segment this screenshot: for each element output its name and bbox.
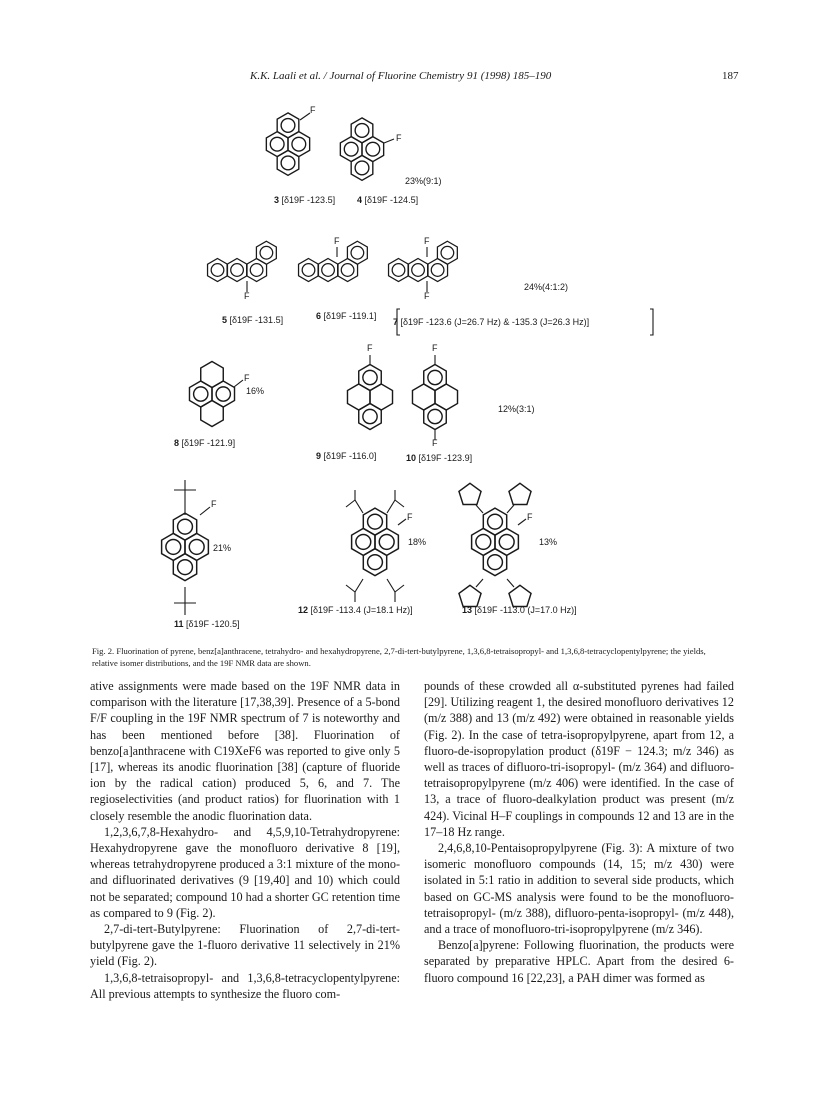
fluoro-label-3: F	[310, 105, 316, 115]
paragraph: ative assignments were made based on the 19F NMR data in comparison with the literature [17,38,39]. Presence of a 5-bond F/F coupling in the 19F NMR spectrum of 7 is noteworthy and has been mentioned before [38]. Fluorination of benzo[a]anthracene with C19XeF6 was reported to give only 5 [17], whereas its anodic fluorination [38] (capture of fluoride ion by the radical cation) produced 5, 6, and 7. The regioselectivities (and product ratios) for fluorination with 1 closely resemble the anodic fluorination data.	[90, 679, 400, 823]
compound-number-13: 13	[462, 605, 473, 615]
paragraph: 1,3,6,8-tetraisopropyl- and 1,3,6,8-tetracyclopentylpyrene: All previous attempts to synthesize the fluoro com-	[90, 970, 400, 1001]
paragraph: 2,7-di-tert-Butylpyrene: Fluorination of 2,7-di-tert-butylpyrene gave the 1-fluoro derivative 11 selectively in 21% yield (Fig. 2).	[90, 922, 400, 969]
nmr-label-8: [δ19F -121.9]	[181, 438, 236, 448]
nmr-label-12: [δ19F -113.4 (J=18.1 Hz)]	[310, 605, 413, 615]
fluoro-label-11: F	[211, 499, 217, 509]
compound-number-9: 9	[316, 451, 322, 461]
fluoro-label-10a: F	[432, 343, 438, 353]
figure-caption: Fig. 2. Fluorination of pyrene, benz[a]anthracene, tetrahydro- and hexahydropyrene, 2,7-di-tert-butylpyrene, 1,3,6,8-tetraisopropyl- and 1,3,6,8-tetracyclopentylpyrene; the yields, relative isomer distributions, and the 19F NMR data are shown.	[92, 646, 706, 668]
nmr-label-9: [δ19F -116.0]	[323, 451, 377, 461]
fluoro-label-9: F	[367, 343, 373, 353]
compound-number-8: 8	[174, 438, 180, 448]
fluoro-label-5: F	[244, 291, 250, 301]
fluoro-label-13: F	[527, 512, 533, 522]
page-number: 187	[722, 70, 739, 82]
nmr-label-4: [δ19F -124.5]	[364, 195, 419, 205]
paragraph: 2,4,6,8,10-Pentaisopropylpyrene (Fig. 3): A mixture of two isomeric monofluoro compounds (14, 15; m/z 430) were isolated in 5:1 ratio in addition to several side products, which based on GC-MS analysis were found to be the monofluoro-tetraisopropyl- (m/z 388), difluoro-penta-isopropyl- (m/z 448), and a trace of monofluoro-tri-isopropylpyrene (m/z 346).	[424, 841, 734, 937]
yield-8: 16%	[246, 386, 265, 396]
paragraph: Benzo[a]pyrene: Following fluorination, the products were separated by preparative HPLC. Apart from the desired 6-fluoro compound 16 [22,23], a PAH dimer was formed as	[424, 938, 734, 985]
nmr-label-13: [δ19F -113.0 (J=17.0 Hz)]	[474, 605, 577, 615]
compound-number-4: 4	[357, 195, 363, 205]
fluoro-label-8: F	[244, 373, 250, 383]
page-header	[0, 70, 816, 90]
compound-number-12: 12	[298, 605, 309, 615]
compound-number-3: 3	[274, 195, 280, 205]
fluoro-label-7a: F	[424, 236, 430, 246]
nmr-label-10: [δ19F -123.9]	[418, 453, 473, 463]
nmr-label-5: [δ19F -131.5]	[229, 315, 284, 325]
yield-5-7: 24%(4:1:2)	[524, 282, 569, 292]
nmr-label-6: [δ19F -119.1]	[323, 311, 377, 321]
compound-number-7: 7	[393, 317, 399, 327]
left-column	[90, 678, 400, 1002]
paragraph: 1,2,3,6,7,8-Hexahydro- and 4,5,9,10-Tetrahydropyrene: Hexahydropyrene gave the monofluoro derivative 8 [19], whereas tetrahydropyrene produced a 3:1 mixture of the mono- and difluorinated derivatives (9 [19,40] and 10) which could not be separated; compound 10 had a shorter GC retention time as compared to 9 (Fig. 2).	[90, 824, 400, 920]
compound-number-11: 11	[174, 619, 184, 629]
fluoro-label-12: F	[407, 512, 413, 522]
compound-number-6: 6	[316, 311, 322, 321]
compound-number-10: 10	[406, 453, 417, 463]
figure-2	[150, 95, 750, 640]
right-column	[424, 678, 734, 986]
nmr-label-11: [δ19F -120.5]	[186, 619, 240, 629]
paragraph: pounds of these crowded all α-substituted pyrenes had failed [29]. Utilizing reagent 1, the desired monofluoro derivatives 12 (m/z 388) and 13 (m/z 492) were obtained in reasonable yields (Fig. 2). In the case of tetra-isopropylpyrene, apart from 12, a fluoro-de-isopropylation product (δ19F − 124.3; m/z 346) as well as traces of difluoro-tri-isopropyl- (m/z 364) and difluoro-tetraisopropylpyrene (m/z 406) were identified. In the case of 13, a trace of fluoro-dealkylation product was present (m/z 424). Vicinal H–F couplings in compounds 12 and 13 are in the 17–18 Hz range.	[424, 679, 734, 839]
compound-number-5: 5	[222, 315, 228, 325]
fluoro-label-4: F	[396, 133, 402, 143]
yield-13: 13%	[539, 537, 558, 547]
yield-11: 21%	[213, 543, 232, 553]
fluoro-label-10b: F	[432, 438, 438, 448]
chemical-structures-drawing	[150, 95, 750, 640]
yield-9-10: 12%(3:1)	[498, 404, 535, 414]
nmr-label-3: [δ19F -123.5]	[281, 195, 336, 205]
fluoro-label-7b: F	[424, 291, 430, 301]
yield-3-4: 23%(9:1)	[405, 176, 442, 186]
nmr-label-7: [δ19F -123.6 (J=26.7 Hz) & -135.3 (J=26.3 Hz)]	[400, 317, 590, 327]
running-title: K.K. Laali et al. / Journal of Fluorine Chemistry 91 (1998) 185–190	[250, 70, 552, 82]
yield-12: 18%	[408, 537, 427, 547]
fluoro-label-6: F	[334, 236, 340, 246]
